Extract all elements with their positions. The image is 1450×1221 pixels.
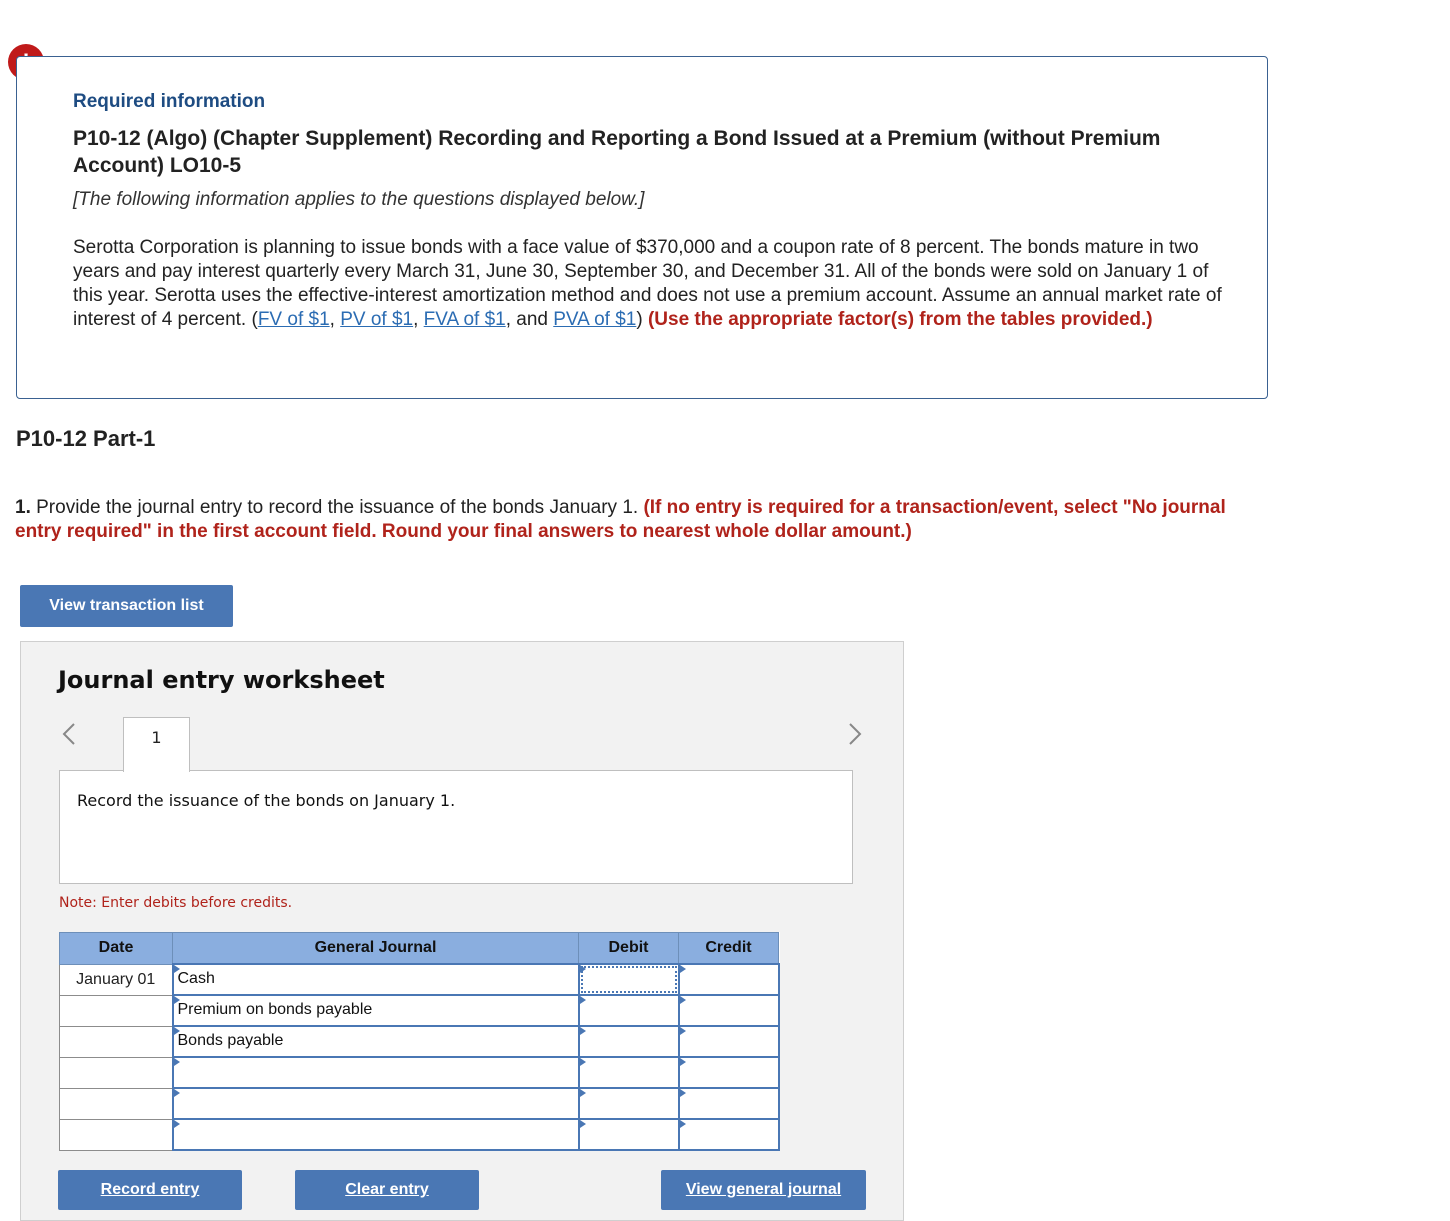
credit-column-header: Credit bbox=[679, 933, 779, 965]
chevron-right-icon[interactable] bbox=[843, 722, 867, 752]
close-paren: ) bbox=[636, 309, 648, 330]
account-value: Bonds payable bbox=[177, 1032, 284, 1049]
part-heading: P10-12 Part-1 bbox=[16, 426, 156, 451]
clear-entry-button[interactable]: Clear entry bbox=[295, 1170, 479, 1210]
debit-input[interactable] bbox=[579, 964, 679, 995]
table-row bbox=[60, 964, 779, 995]
general-journal-column-header: General Journal bbox=[173, 933, 579, 965]
fv-of-1-link[interactable]: FV of $1 bbox=[257, 309, 330, 330]
debits-before-credits-note: Note: Enter debits before credits. bbox=[59, 895, 293, 911]
table-row bbox=[60, 1088, 779, 1119]
question-text bbox=[15, 496, 1275, 544]
journal-entry-worksheet bbox=[20, 641, 904, 1221]
date-column-header: Date bbox=[60, 933, 173, 965]
account-input[interactable] bbox=[173, 1119, 579, 1150]
pv-of-1-link[interactable]: PV of $1 bbox=[340, 309, 414, 330]
chevron-left-icon[interactable] bbox=[57, 722, 81, 752]
question-body: Provide the journal entry to record the issuance of the bonds January 1. bbox=[30, 497, 644, 518]
table-header-row bbox=[60, 933, 779, 965]
account-input[interactable] bbox=[173, 964, 579, 995]
use-factors-instruction: (Use the appropriate factor(s) from the tables provided.) bbox=[647, 309, 1153, 330]
credit-input[interactable] bbox=[679, 995, 779, 1026]
question-number: 1. bbox=[15, 497, 31, 518]
date-cell[interactable]: January 01 bbox=[60, 964, 173, 995]
problem-title: P10-12 (Algo) (Chapter Supplement) Recording and Reporting a Bond Issued at a Premium (without Premium Account) LO10-5 bbox=[73, 127, 1161, 177]
account-value: Premium on bonds payable bbox=[177, 1001, 373, 1018]
date-cell[interactable] bbox=[60, 1026, 173, 1057]
problem-paragraph-text: Serotta Corporation is planning to issue bonds with a face value of $370,000 and a coupon rate of 8 percent. The bonds mature in two years and pay interest quarterly every March 31, June 30, September 30, and December 31. All of the bonds were sold on January 1 of this year. Serotta uses the effective-interest amortization method and does not use a premium account. Assume an annual market rate of interest of 4 percent. ( bbox=[73, 237, 1222, 330]
table-row bbox=[60, 995, 779, 1026]
table-row bbox=[60, 1057, 779, 1088]
pva-of-1-link[interactable]: PVA of $1 bbox=[553, 309, 637, 330]
debit-input[interactable] bbox=[579, 995, 679, 1026]
account-input[interactable] bbox=[173, 1026, 579, 1057]
question-instruction: (If no entry is required for a transaction/event, select "No journal entry required" in the first account field. Round your final answers to nearest whole dollar amount.) bbox=[15, 497, 1226, 542]
credit-input[interactable] bbox=[679, 1026, 779, 1057]
problem-paragraph bbox=[73, 236, 1223, 332]
general-journal-table bbox=[59, 932, 780, 1151]
account-input[interactable] bbox=[173, 1088, 579, 1119]
debit-input[interactable] bbox=[579, 1026, 679, 1057]
view-general-journal-button[interactable]: View general journal bbox=[661, 1170, 866, 1210]
credit-input[interactable] bbox=[679, 1057, 779, 1088]
fva-of-1-link[interactable]: FVA of $1 bbox=[423, 309, 506, 330]
account-input[interactable] bbox=[173, 1057, 579, 1088]
date-cell[interactable] bbox=[60, 1057, 173, 1088]
required-information-heading: Required information bbox=[73, 91, 266, 112]
table-row bbox=[60, 1119, 779, 1150]
debit-input[interactable] bbox=[579, 1088, 679, 1119]
transaction-tab-1[interactable]: 1 bbox=[123, 717, 190, 772]
debit-input[interactable] bbox=[579, 1057, 679, 1088]
separator: , and bbox=[505, 309, 554, 330]
debit-input[interactable] bbox=[579, 1119, 679, 1150]
applies-note: [The following information applies to the questions displayed below.] bbox=[73, 189, 645, 210]
date-cell[interactable] bbox=[60, 995, 173, 1026]
account-value: Cash bbox=[177, 970, 215, 987]
worksheet-title: Journal entry worksheet bbox=[58, 666, 385, 694]
credit-input[interactable] bbox=[679, 964, 779, 995]
credit-input[interactable] bbox=[679, 1119, 779, 1150]
credit-input[interactable] bbox=[679, 1088, 779, 1119]
view-transaction-list-button[interactable]: View transaction list bbox=[20, 585, 233, 627]
required-information-panel bbox=[16, 56, 1268, 399]
debit-column-header: Debit bbox=[579, 933, 679, 965]
table-row bbox=[60, 1026, 779, 1057]
date-cell[interactable] bbox=[60, 1119, 173, 1150]
date-cell[interactable] bbox=[60, 1088, 173, 1119]
account-input[interactable] bbox=[173, 995, 579, 1026]
transaction-description: Record the issuance of the bonds on January 1. bbox=[59, 770, 853, 884]
record-entry-button[interactable]: Record entry bbox=[58, 1170, 242, 1210]
separator: , bbox=[413, 309, 424, 330]
separator: , bbox=[329, 309, 341, 330]
